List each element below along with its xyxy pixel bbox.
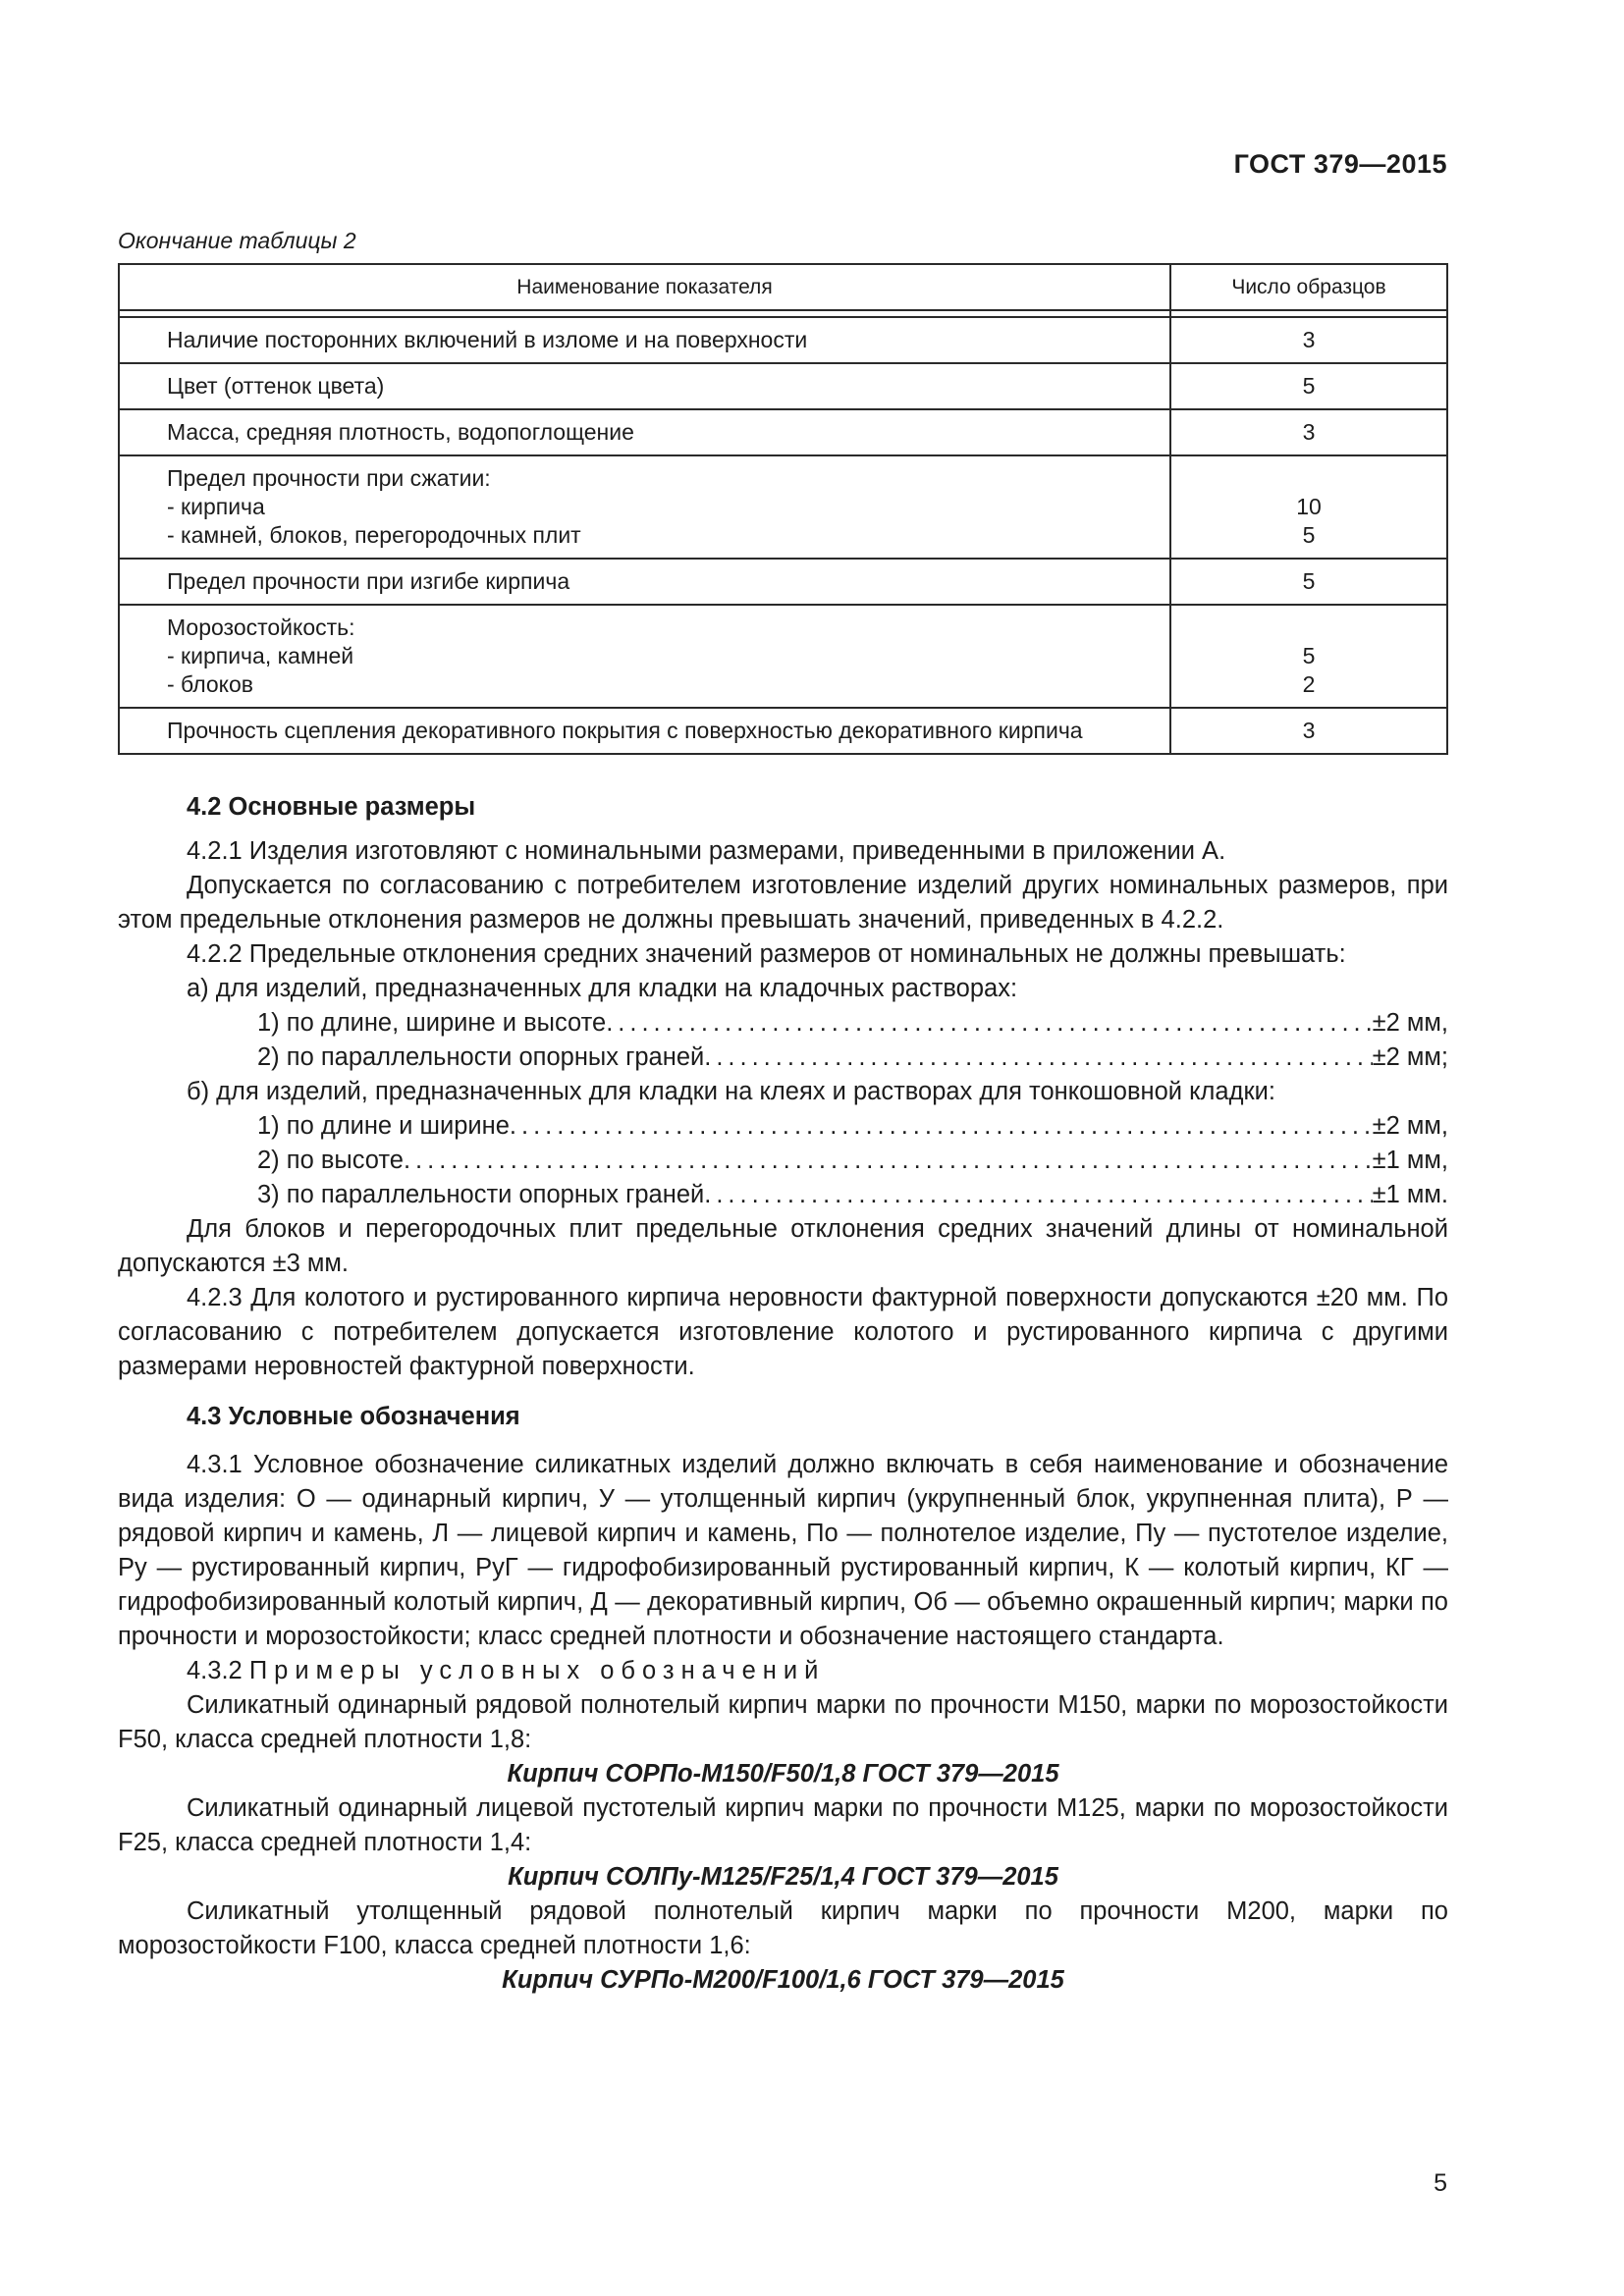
- specimen-count-value: 5: [1302, 522, 1316, 548]
- page-number: 5: [1434, 2169, 1447, 2197]
- leader-dots: [510, 1109, 1373, 1144]
- tolerance-a2: [118, 1041, 1448, 1075]
- tolerance-label: 1) по длине и ширине: [257, 1112, 510, 1140]
- paragraph-4-2-3: 4.2.3 Для колотого и рустированного кирпича неровности фактурной поверхности допускаются ±20 мм. По согласованию с потребителем допускается изготовление колотого и рустированного кирпича с другими размерами неровностей фактурной поверхности.: [118, 1284, 1448, 1380]
- indicator-name-line: Масса, средняя плотность, водопоглощение: [167, 419, 634, 445]
- leader-dots: [704, 1041, 1372, 1075]
- indicator-name-line: - блоков: [167, 671, 253, 697]
- leader-dots: [404, 1144, 1373, 1178]
- specimen-count-value: 5: [1302, 373, 1316, 399]
- tolerance-value: ±2 мм;: [1372, 1043, 1448, 1071]
- tolerance-label: 1) по длине, ширине и высоте: [257, 1009, 607, 1037]
- tolerance-b1: [118, 1109, 1448, 1144]
- paragraph-blocks-tolerance: Для блоков и перегородочных плит предельные отклонения средних значений длины от номинальной допускаются ±3 мм.: [118, 1215, 1448, 1277]
- specimen-count-value: 5: [1302, 643, 1316, 668]
- tolerance-value: ±2 мм,: [1372, 1112, 1448, 1140]
- paragraph-4-2-2: 4.2.2 Предельные отклонения средних значений размеров от номинальных не должны превышать:: [187, 940, 1346, 968]
- leader-dots: [606, 1006, 1372, 1041]
- indicator-name-cell: [119, 409, 1170, 455]
- table-body: [119, 310, 1447, 754]
- table-row: [119, 559, 1447, 605]
- table-row: [119, 409, 1447, 455]
- specimen-count-value: 5: [1302, 568, 1316, 594]
- indicator-name-line: - кирпича, камней: [167, 643, 354, 668]
- specimen-count-cell: [1170, 363, 1447, 409]
- example-1-description: Силикатный одинарный рядовой полнотелый кирпич марки по прочности М150, марки по морозостойкости F50, класса средней плотности 1,8:: [118, 1691, 1448, 1753]
- indicator-name-line: Прочность сцепления декоративного покрытия с поверхностью декоративного кирпича: [167, 718, 1083, 743]
- specimen-count-value: 3: [1302, 419, 1316, 445]
- example-3-description: Силикатный утолщенный рядовой полнотелый кирпич марки по прочности М200, марки по морозостойкости F100, класса средней плотности 1,6:: [118, 1897, 1448, 1959]
- clause-title: Примеры условных обозначений: [248, 1657, 826, 1684]
- specimen-count-value: [1177, 464, 1440, 493]
- clause-number: 4.3.2: [187, 1657, 243, 1684]
- paragraph-4-2-1: 4.2.1 Изделия изготовляют с номинальными размерами, приведенными в приложении А.: [187, 837, 1226, 865]
- table-row: [119, 605, 1447, 708]
- specimen-count-cell: [1170, 409, 1447, 455]
- table-gap-row: [119, 310, 1447, 317]
- specimen-count-value: 2: [1302, 671, 1316, 697]
- indicator-name-line: Наличие посторонних включений в изломе и на поверхности: [167, 327, 808, 352]
- indicator-name-cell: [119, 559, 1170, 605]
- specimen-count-cell: [1170, 317, 1447, 363]
- section-heading-4-2: 4.2 Основные размеры: [187, 793, 476, 821]
- specimen-count-cell: [1170, 455, 1447, 559]
- table-header-row: [119, 264, 1447, 310]
- specimen-count-cell: [1170, 708, 1447, 754]
- table-caption: Окончание таблицы 2: [118, 228, 356, 253]
- paragraph-4-3-1: 4.3.1 Условное обозначение силикатных изделий должно включать в себя наименование и обозначение вида изделия: О — одинарный кирпич, У — утолщенный кирпич (укрупненный блок, укрупненная плита), Р — рядовой кирпич и камень, Л — лицевой кирпич и камень, По — полнотелое изделие, Пу — пустотелое изделие, Ру — рустированный кирпич, РуГ — гидрофобизированный рустированный кирпич, К — колотый кирпич, КГ — гидрофобизированный колотый кирпич, Д — декоративный кирпич, Об — объемно окрашенный кирпич; марки по прочности и морозостойкости; класс средней плотности и обозначение настоящего стандарта.: [118, 1451, 1448, 1650]
- tolerance-label: 3) по параллельности опорных граней: [257, 1181, 705, 1208]
- example-1-designation: Кирпич СОРПо-М150/F50/1,8 ГОСТ 379—2015: [507, 1760, 1059, 1788]
- column-header-name: Наименование показателя: [119, 264, 1170, 310]
- table-row: [119, 708, 1447, 754]
- specimen-count-cell: [1170, 605, 1447, 708]
- paragraph-4-2-1-note: Допускается по согласованию с потребителем изготовление изделий других номинальных размеров, при этом предельные отклонения размеров не должны превышать значений, приведенных в 4.2.2.: [118, 872, 1448, 934]
- document-body: [118, 790, 1448, 1998]
- specimen-count-value: 3: [1302, 718, 1316, 743]
- indicator-name-cell: [119, 455, 1170, 559]
- example-2-designation: Кирпич СОЛПу-М125/F25/1,4 ГОСТ 379—2015: [508, 1863, 1058, 1891]
- indicator-name-line: - камней, блоков, перегородочных плит: [167, 522, 581, 548]
- list-item-b: б) для изделий, предназначенных для кладки на клеях и растворах для тонкошовной кладки:: [187, 1078, 1275, 1105]
- indicator-name-line: - кирпича: [167, 494, 265, 519]
- example-2-description: Силикатный одинарный лицевой пустотелый кирпич марки по прочности М125, марки по морозостойкости F25, класса средней плотности 1,4:: [118, 1794, 1448, 1856]
- tolerance-a1: [118, 1006, 1448, 1041]
- list-item-a: а) для изделий, предназначенных для кладки на кладочных растворах:: [187, 975, 1018, 1002]
- specimen-count-value: 10: [1296, 494, 1322, 519]
- indicator-name-cell: [119, 363, 1170, 409]
- indicator-name-line: Предел прочности при изгибе кирпича: [167, 568, 570, 594]
- tolerance-b3: [118, 1178, 1448, 1212]
- indicator-name-line: Цвет (оттенок цвета): [167, 373, 385, 399]
- specimen-count-value: [1177, 614, 1440, 642]
- column-header-count: Число образцов: [1170, 264, 1447, 310]
- indicator-name-cell: [119, 708, 1170, 754]
- table-row: [119, 455, 1447, 559]
- specimen-count-table: [118, 263, 1448, 755]
- section-heading-4-3: 4.3 Условные обозначения: [187, 1403, 520, 1430]
- tolerance-value: ±1 мм,: [1372, 1147, 1448, 1174]
- indicator-name-line: Предел прочности при сжатии:: [167, 465, 491, 491]
- tolerance-value: ±2 мм,: [1372, 1009, 1448, 1037]
- paragraph-4-3-2: [118, 1654, 1448, 1688]
- tolerance-b2: [118, 1144, 1448, 1178]
- indicator-name-cell: [119, 605, 1170, 708]
- specimen-count-cell: [1170, 559, 1447, 605]
- leader-dots: [704, 1178, 1372, 1212]
- tolerance-label: 2) по высоте: [257, 1147, 404, 1174]
- table-row: [119, 317, 1447, 363]
- table-row: [119, 363, 1447, 409]
- tolerance-value: ±1 мм.: [1372, 1181, 1448, 1208]
- example-3-designation: Кирпич СУРПо-М200/F100/1,6 ГОСТ 379—2015: [502, 1966, 1064, 1994]
- indicator-name-cell: [119, 317, 1170, 363]
- specimen-count-value: 3: [1302, 327, 1316, 352]
- standard-header: ГОСТ 379—2015: [1233, 149, 1447, 179]
- indicator-name-line: Морозостойкость:: [167, 614, 355, 640]
- tolerance-label: 2) по параллельности опорных граней: [257, 1043, 705, 1071]
